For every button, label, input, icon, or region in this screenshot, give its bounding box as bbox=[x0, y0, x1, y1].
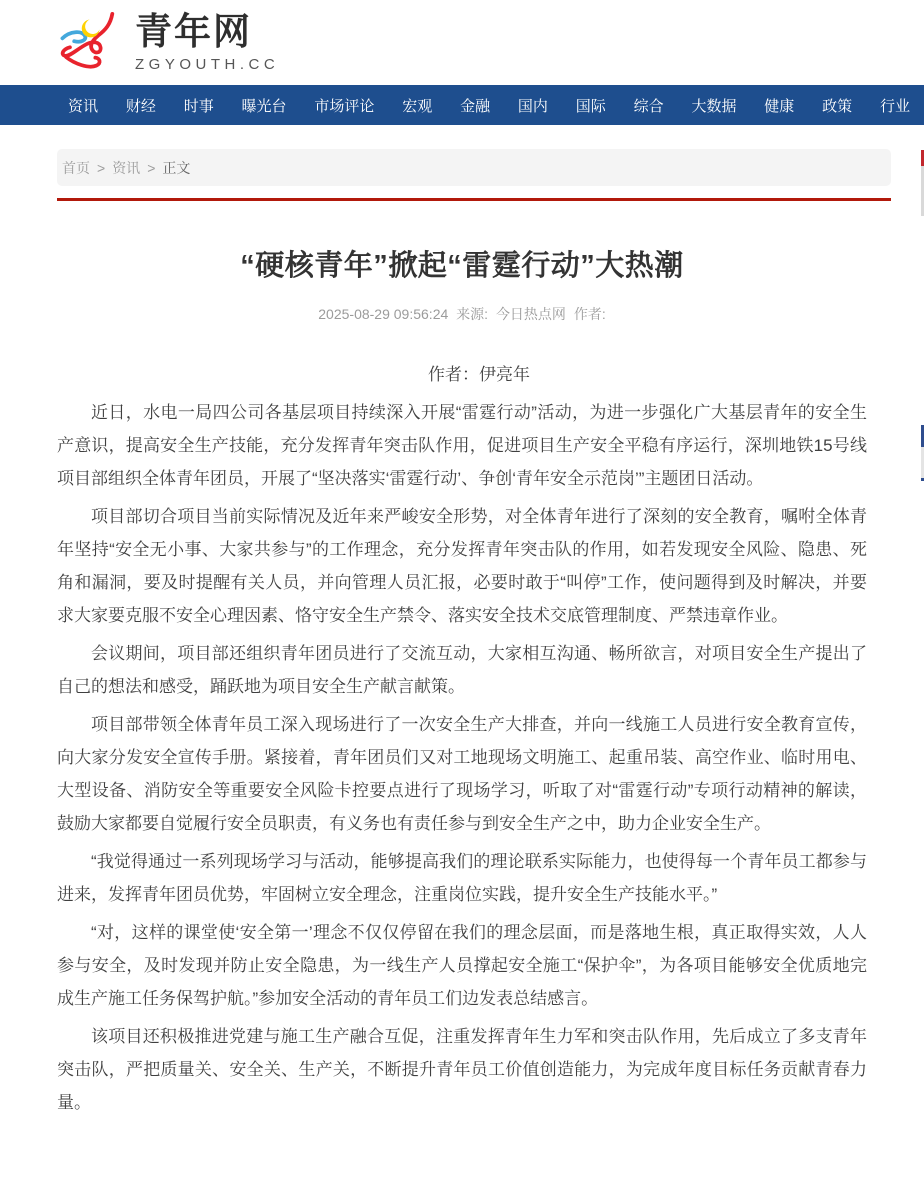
article-paragraphs bbox=[57, 396, 867, 1119]
article-paragraph: “我觉得通过一系列现场学习与活动，能够提高我们的理论联系实际能力，也使得每一个青年员工都参与进来，发挥青年团员优势，牢固树立安全理念，注重岗位实践，提升安全生产技能水平。” bbox=[57, 852, 867, 904]
nav-item[interactable]: 财经 bbox=[125, 97, 156, 115]
article-meta bbox=[57, 304, 891, 324]
nav-item[interactable]: 行业 bbox=[879, 97, 910, 115]
article-author-label: 作者: bbox=[573, 306, 606, 322]
article-datetime: 2025-08-29 09:56:24 bbox=[318, 306, 449, 322]
article-paragraph: 项目部带领全体青年员工深入现场进行了一次安全生产大排查，并向一线施工人员进行安全教育宣传，向大家分发安全宣传手册。紧接着，青年团员们又对工地现场文明施工、起重吊装、高空作业、临时用电、大型设备、消防安全等重要安全风险卡控要点进行了现场学习，听取了对“雷霆行动”专项行动精神的解读，鼓励大家都要自觉履行安全员职责，有义务也有责任参与到安全生产之中，助力企业安全生产。 bbox=[57, 715, 867, 833]
site-domain: ZGYOUTH.CC bbox=[135, 55, 280, 73]
article-source-label: 来源: bbox=[456, 306, 489, 322]
content-column bbox=[57, 149, 891, 1119]
article-paragraph: 项目部切合项目当前实际情况及近年来严峻安全形势，对全体青年进行了深刻的安全教育，嘱咐全体青年坚持“安全无小事、大家共参与”的工作理念，充分发挥青年突击队的作用，如若发现安全风险、隐患、死角和漏洞，要及时提醒有关人员，并向管理人员汇报，必要时敢于“叫停”工作，使问题得到及时解决，并要求大家要克服不安全心理因素、恪守安全生产禁令、落实安全技术交底管理制度、严禁违章作业。 bbox=[57, 507, 867, 625]
breadcrumb-separator: > bbox=[147, 159, 156, 176]
article-body bbox=[57, 358, 891, 1119]
red-divider bbox=[57, 198, 891, 201]
site-header bbox=[0, 0, 924, 85]
breadcrumb-item[interactable]: 正文 bbox=[162, 159, 191, 176]
nav-item[interactable]: 市场评论 bbox=[314, 97, 375, 115]
nav-item[interactable]: 国内 bbox=[517, 97, 548, 115]
article-paragraph: 近日，水电一局四公司各基层项目持续深入开展“雷霆行动”活动，为进一步强化广大基层青年的安全生产意识，提高安全生产技能，充分发挥青年突击队作用，促进项目生产安全平稳有序运行，深圳地铁15号线项目部组织全体青年团员，开展了“坚决落实‘雷霆行动’、争创‘青年安全示范岗’”主题团日活动。 bbox=[57, 403, 867, 488]
breadcrumb-item[interactable]: 资讯 bbox=[112, 159, 141, 176]
article-author-line: 作者：伊亮年 bbox=[428, 365, 530, 384]
breadcrumb bbox=[57, 149, 891, 186]
site-logo[interactable] bbox=[57, 10, 279, 76]
nav-item[interactable]: 金融 bbox=[460, 97, 491, 115]
nav-item[interactable]: 曝光台 bbox=[241, 97, 287, 115]
site-name: 青年网 bbox=[135, 11, 252, 53]
nav-item[interactable]: 资讯 bbox=[68, 97, 99, 115]
nav-item[interactable]: 时事 bbox=[183, 97, 214, 115]
breadcrumb-item[interactable]: 首页 bbox=[62, 159, 90, 176]
article-title: “硬核青年”掀起“雷霆行动”大热潮 bbox=[240, 250, 684, 282]
breadcrumb-separator: > bbox=[97, 159, 106, 176]
nav-item[interactable]: 综合 bbox=[633, 97, 664, 115]
article-paragraph: 该项目还积极推进党建与施工生产融合互促，注重发挥青年生力军和突击队作用，先后成立了多支青年突击队，严把质量关、安全关、生产关，不断提升青年员工价值创造能力，为完成年度目标任务贡献青春力量。 bbox=[57, 1027, 867, 1112]
youth-figure-logo-icon bbox=[57, 12, 129, 76]
nav-item[interactable]: 国际 bbox=[575, 97, 606, 115]
article-paragraph: “对，这样的课堂使‘安全第一’理念不仅仅停留在我们的理念层面，而是落地生根，真正取得实效，人人参与安全，及时发现并防止安全隐患，为一线生产人员撑起安全施工“保护伞”，为各项目能够安全优质地完成生产施工任务保驾护航。”参加安全活动的青年员工们边发表总结感言。 bbox=[57, 923, 867, 1008]
main-nav bbox=[0, 85, 924, 125]
article-source: 今日热点网 bbox=[495, 306, 566, 322]
nav-item[interactable]: 健康 bbox=[764, 97, 795, 115]
article-paragraph: 会议期间，项目部还组织青年团员进行了交流互动，大家相互沟通、畅所欲言，对项目安全生产提出了自己的想法和感受，踊跃地为项目安全生产献言献策。 bbox=[57, 644, 867, 696]
nav-item[interactable]: 宏观 bbox=[402, 97, 433, 115]
nav-item[interactable]: 大数据 bbox=[691, 97, 737, 115]
nav-item[interactable]: 政策 bbox=[822, 97, 853, 115]
